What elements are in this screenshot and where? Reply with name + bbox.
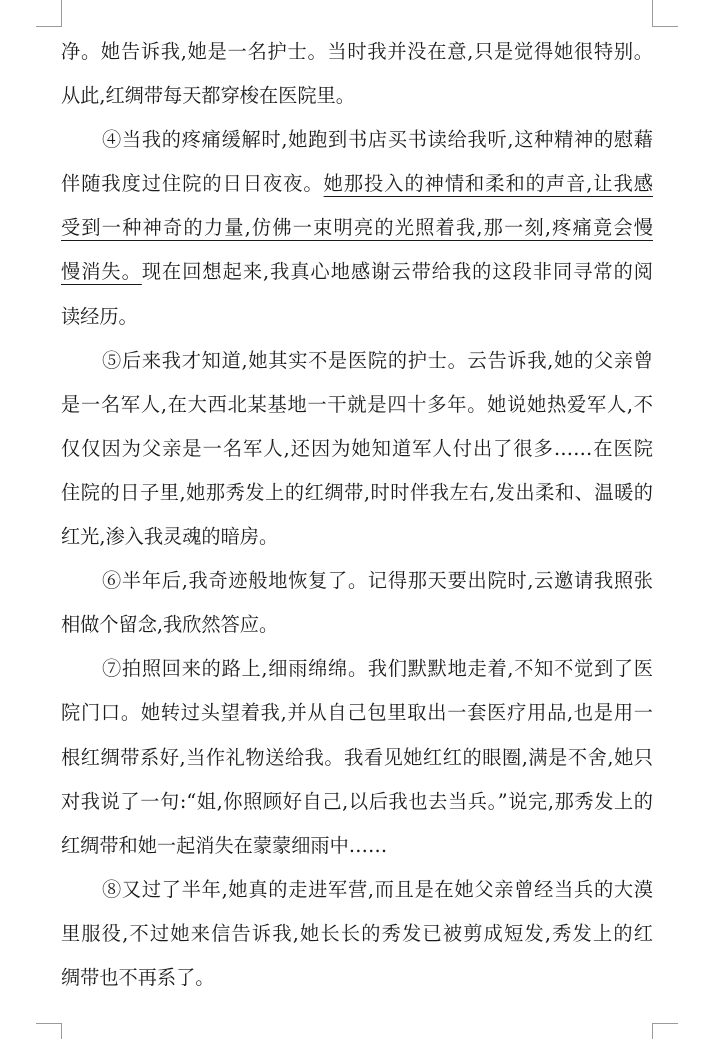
text-line: 仅仅因为父亲是一名军人,还因为她知道军人付出了很多……在医院 (61, 436, 653, 460)
text-line: 对我说了一句:“姐,你照顾好自己,以后我也去当兵。”说完,那秀发上的 (61, 789, 653, 813)
text-line: 读经历。 (61, 304, 138, 328)
text-line: 院门口。她转过头望着我,并从自己包里取出一套医疗用品,也是用一 (61, 701, 653, 725)
crop-mark-bottom-right-v (652, 1023, 653, 1039)
crop-mark-top-left-h (36, 26, 62, 27)
text-line: ⑧又过了半年,她真的走进军营,而且是在她父亲曾经当兵的大漠 (102, 877, 653, 901)
text-line: 相做个留念,我欣然答应。 (61, 613, 279, 637)
text-line: ⑥半年后,我奇迹般地恢复了。记得那天要出院时,云邀请我照张 (102, 569, 653, 593)
text-line: 里服役,不过她来信告诉我,她长长的秀发已被剪成短发,秀发上的红 (61, 921, 653, 945)
crop-mark-top-right-h (652, 26, 678, 27)
text-line: 是一名军人,在大西北某基地一干就是四十多年。她说她热爱军人,不 (61, 392, 653, 416)
crop-mark-top-left-v (61, 0, 62, 26)
text-line (61, 162, 653, 206)
text-line: ⑦拍照回来的路上,细雨绵绵。我们默默地走着,不知不觉到了医 (102, 657, 653, 681)
text-line: 根红绸带系好,当作礼物送给我。我看见她红红的眼圈,满是不舍,她只 (61, 745, 653, 769)
text-line: 住院的日子里,她那秀发上的红绸带,时时伴我左右,发出柔和、温暖的 (61, 480, 653, 504)
crop-mark-bottom-left-h (36, 1023, 62, 1024)
underlined-text: 受到一种神奇的力量,仿佛一束明亮的光照着我,那一刻,疼痛竟会慢 (61, 216, 653, 240)
text-line (61, 206, 653, 250)
text-line: 红光,渗入我灵魂的暗房。 (61, 525, 279, 549)
text-line: 净。她告诉我,她是一名护士。当时我并没在意,只是觉得她很特别。 (61, 40, 653, 63)
crop-mark-bottom-left-v (61, 1023, 62, 1039)
text-line: 红绸带和她一起消失在蒙蒙细雨中…… (61, 833, 388, 857)
text-line: ④当我的疼痛缓解时,她跑到书店买书读给我听,这种精神的慰藉 (102, 128, 653, 152)
document-body (61, 30, 653, 1000)
text-segment: 伴随我度过住院的日日夜夜。 (61, 172, 324, 196)
crop-mark-top-right-v (652, 0, 653, 26)
underlined-text: 慢消失。 (61, 260, 142, 284)
text-segment: 现在回想起来,我真心地感谢云带给我的这段非同寻常的阅 (141, 260, 653, 284)
text-line (61, 250, 653, 294)
underlined-text: 她那投入的神情和柔和的声音,让我感 (323, 172, 653, 196)
text-line: 从此,红绸带每天都穿梭在医院里。 (61, 84, 355, 108)
crop-mark-bottom-right-h (652, 1023, 678, 1024)
text-line: ⑤后来我才知道,她其实不是医院的护士。云告诉我,她的父亲曾 (102, 348, 653, 372)
text-line: 绸带也不再系了。 (61, 965, 215, 989)
